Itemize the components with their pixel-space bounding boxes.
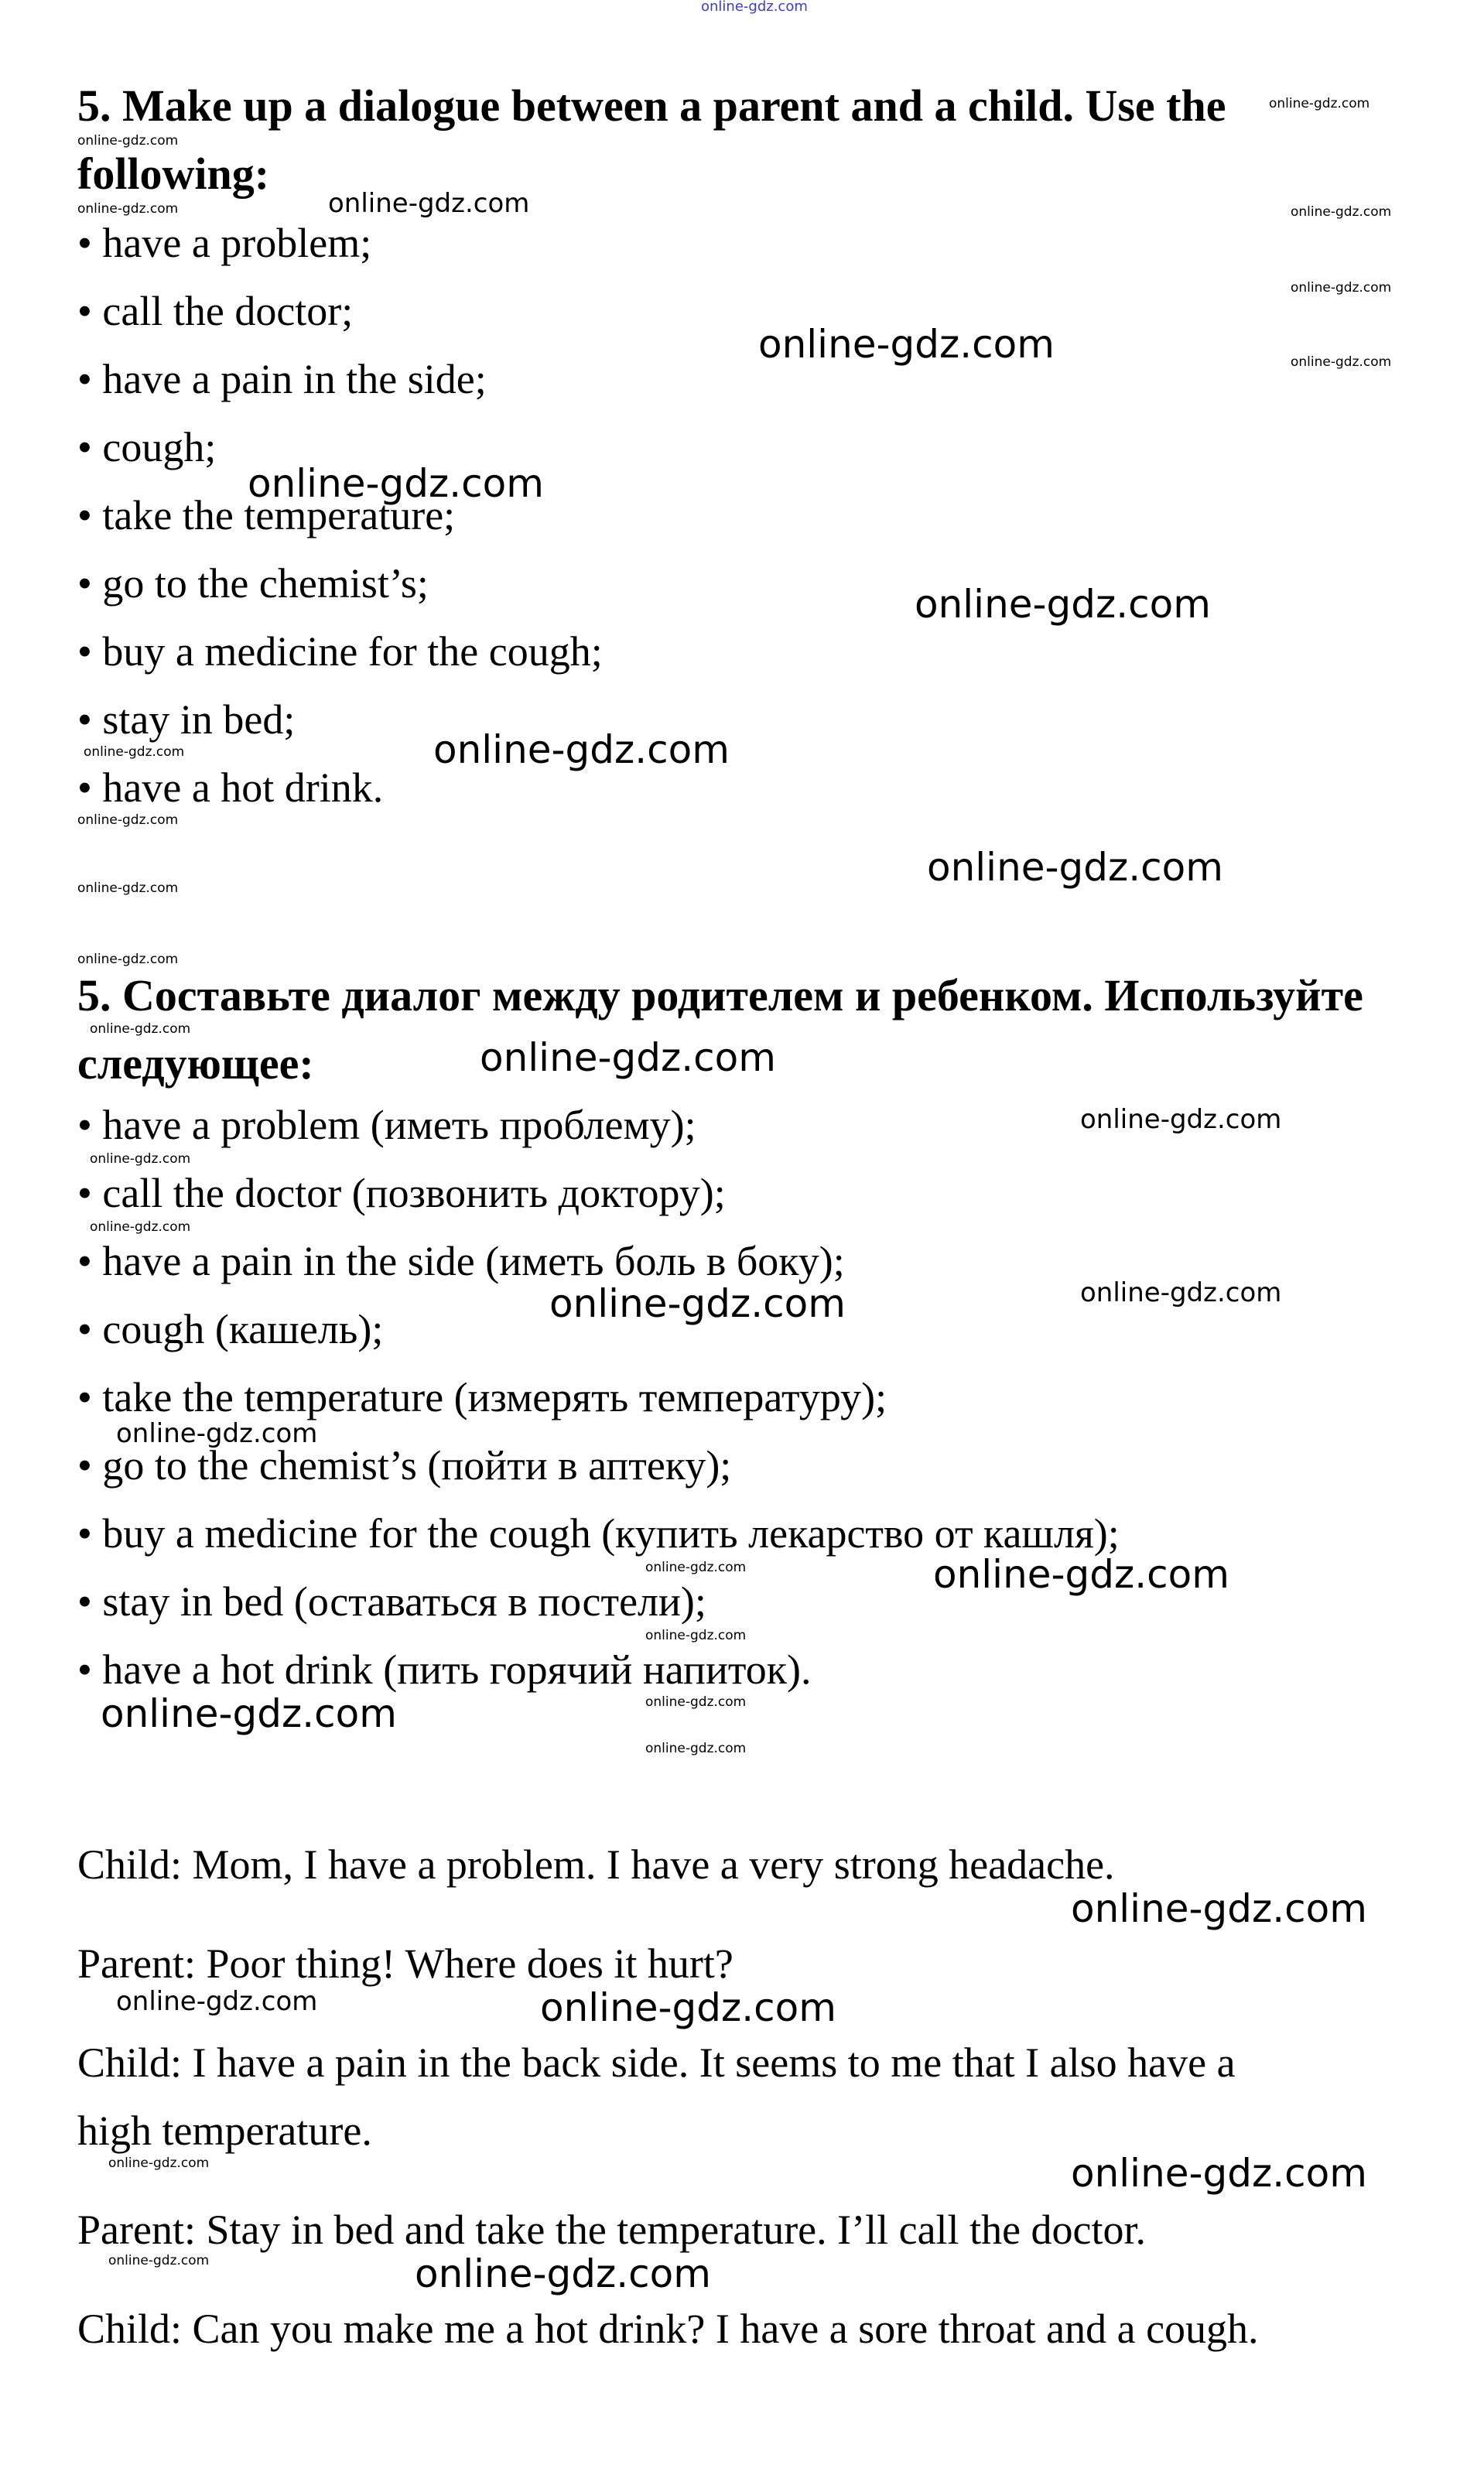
list-item: • go to the chemist’s; (77, 560, 429, 607)
list-item: • have a hot drink. (77, 764, 384, 811)
list-item: • cough; (77, 424, 217, 470)
watermark: online-gdz.com (77, 812, 179, 828)
watermark: online-gdz.com (116, 1986, 318, 2017)
watermark: online-gdz.com (84, 744, 185, 760)
list-item: • call the doctor; (77, 288, 354, 334)
watermark: online-gdz.com (1291, 354, 1392, 370)
list-item: • have a problem; (77, 220, 372, 266)
list-item: • have a problem (иметь проблему); (77, 1102, 696, 1148)
watermark: online-gdz.com (927, 845, 1223, 890)
heading-ru-line1: 5. Составьте диалог между родителем и ребенком. Используйте (77, 970, 1363, 1020)
watermark: online-gdz.com (90, 1021, 191, 1037)
watermark: online-gdz.com (645, 1628, 747, 1643)
watermark: online-gdz.com (758, 322, 1055, 367)
dialogue-line: Child: Can you make me a hot drink? I have a sore throat and a cough. (77, 2306, 1259, 2352)
dialogue-line: Parent: Poor thing! Where does it hurt? (77, 1940, 733, 1987)
heading-ru-line2: следующее: (77, 1038, 314, 1089)
watermark: online-gdz.com (1080, 1104, 1282, 1135)
watermark: online-gdz.com (645, 1560, 747, 1575)
watermark: online-gdz.com (77, 201, 179, 217)
list-item: • buy a medicine for the cough; (77, 628, 603, 675)
watermark: online-gdz.com (1291, 204, 1392, 220)
watermark: online-gdz.com (77, 880, 179, 896)
dialogue-line: high temperature. (77, 2108, 372, 2154)
watermark: online-gdz.com (645, 1741, 747, 1756)
list-item: • stay in bed (оставаться в постели); (77, 1578, 706, 1625)
watermark: online-gdz.com (108, 2155, 210, 2171)
watermark: online-gdz.com (1291, 280, 1392, 296)
watermark: online-gdz.com (116, 1418, 318, 1449)
watermark: online-gdz.com (77, 133, 179, 149)
watermark: online-gdz.com (1071, 2151, 1367, 2196)
list-item: • have a pain in the side (иметь боль в боку); (77, 1238, 845, 1284)
list-item: • buy a medicine for the cough (купить лекарство от кашля); (77, 1510, 1120, 1557)
watermark: online-gdz.com (101, 1691, 397, 1736)
watermark: online-gdz.com (915, 582, 1211, 627)
watermark: online-gdz.com (328, 188, 530, 219)
dialogue-line: Parent: Stay in bed and take the temperature. I’ll call the doctor. (77, 2207, 1147, 2253)
list-item: • take the temperature; (77, 492, 456, 538)
watermark: online-gdz.com (1071, 1886, 1367, 1931)
watermark: online-gdz.com (90, 1219, 191, 1235)
dialogue-line: Child: Mom, I have a problem. I have a very strong headache. (77, 1841, 1115, 1888)
list-item: • stay in bed; (77, 696, 296, 743)
watermark: online-gdz.com (415, 2251, 711, 2296)
watermark: online-gdz.com (90, 1151, 191, 1167)
watermark: online-gdz.com (480, 1035, 776, 1080)
watermark: online-gdz.com (540, 1985, 836, 2030)
watermark: online-gdz.com (549, 1281, 846, 1326)
watermark: online-gdz.com (433, 727, 730, 772)
list-item: • take the temperature (измерять температуру); (77, 1374, 887, 1420)
list-item: • have a hot drink (пить горячий напиток). (77, 1646, 812, 1693)
list-item: • have a pain in the side; (77, 356, 487, 402)
watermark: online-gdz.com (77, 952, 179, 967)
watermark: online-gdz.com (108, 2253, 210, 2268)
watermark: online-gdz.com (1080, 1277, 1282, 1308)
list-item: • cough (кашель); (77, 1306, 384, 1352)
watermark: online-gdz.com (1269, 96, 1370, 111)
watermark: online-gdz.com (248, 461, 544, 506)
list-item: • go to the chemist’s (пойти в аптеку); (77, 1442, 732, 1489)
heading-en-line2: following: (77, 149, 270, 199)
heading-en-line1: 5. Make up a dialogue between a parent and a child. Use the (77, 80, 1226, 131)
watermark: online-gdz.com (645, 1694, 747, 1710)
dialogue-line: Child: I have a pain in the back side. It seems to me that I also have a (77, 2039, 1236, 2086)
top-watermark: online-gdz.com (701, 0, 808, 15)
list-item: • call the doctor (позвонить доктору); (77, 1170, 726, 1216)
watermark: online-gdz.com (933, 1552, 1229, 1597)
